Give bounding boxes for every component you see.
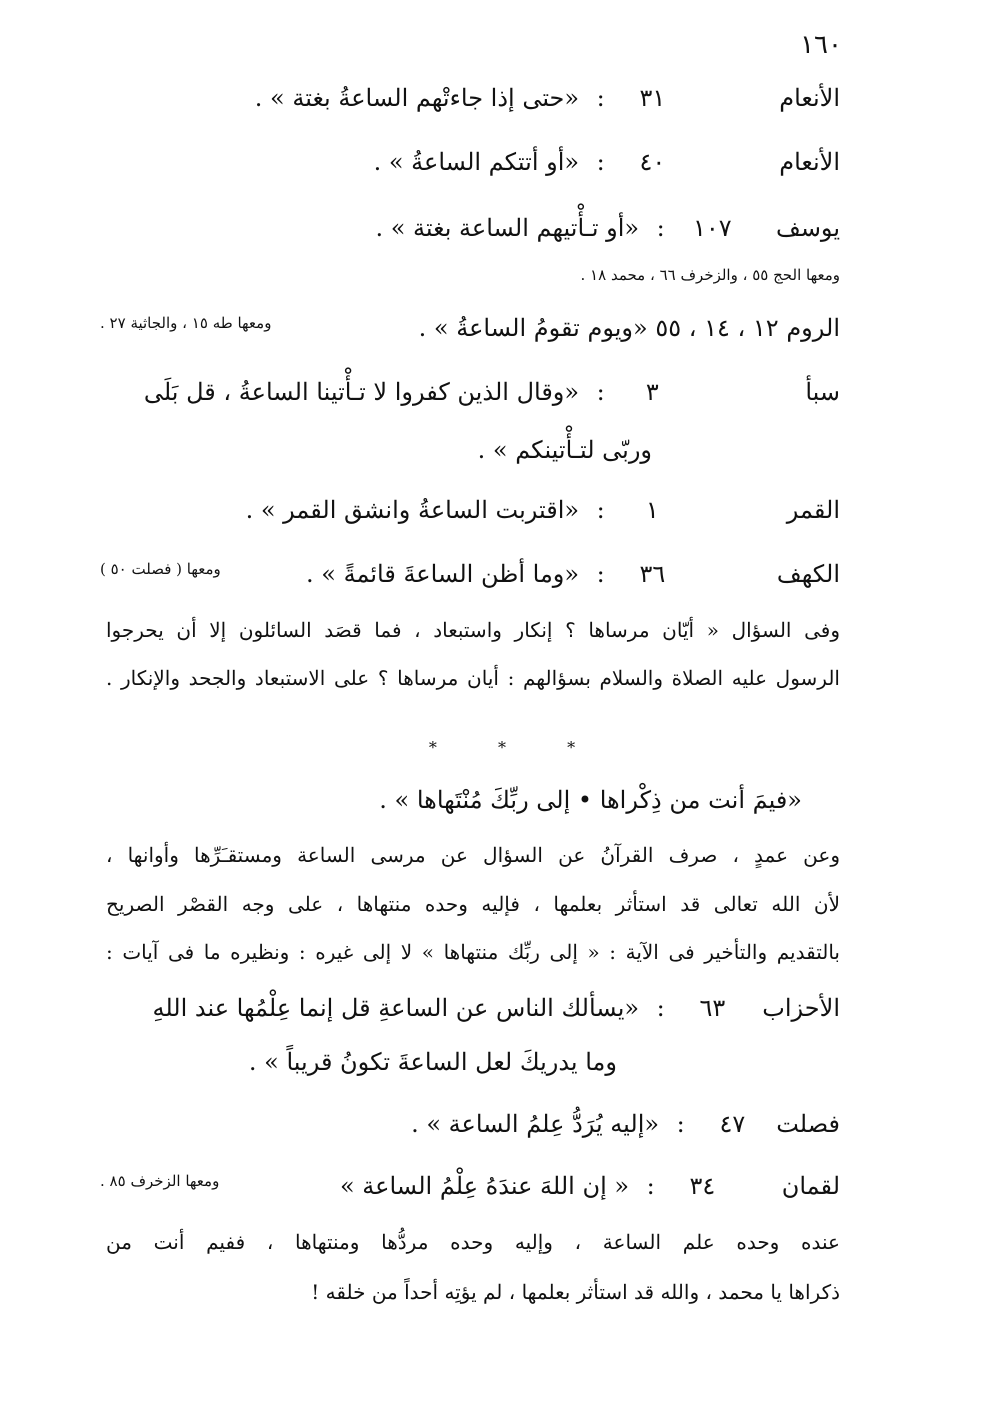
separator: :: [596, 84, 605, 112]
surah-name: القمر: [786, 496, 840, 524]
cross-reference-note: ومعها الحج ٥٥ ، والزخرف ٦٦ ، محمد ١٨ .: [580, 266, 840, 284]
verse-text: «إليه يُرَدُّ عِلمُ الساعة » .: [411, 1110, 660, 1138]
surah-name: الكهف: [776, 560, 840, 588]
verse-number: ١٠٧: [693, 214, 732, 242]
verse-line-kahf-36: [100, 562, 840, 586]
paragraph-line: الرسول عليه الصلاة والسلام بسؤالهم : أيان مرساها ؟ على الاستبعاد والجحد والإنكار .: [106, 666, 840, 690]
verse-line-luqman-34: [100, 1174, 840, 1198]
surah-name: سبأ: [805, 378, 840, 406]
verse-line-fussilat-47: [100, 1112, 840, 1136]
paragraph-line: وفى السؤال « أيّان مرساها ؟ إنكار واستبعاد ، فما قصَد السائلون إلا أن يحرجوا: [106, 618, 840, 642]
verse-text: «وقال الذين كفروا لا تـأْتينا الساعةُ ، قل بَلَى: [143, 378, 580, 406]
verse-line-anam-40: [100, 150, 840, 174]
cross-reference-note: ومعها الزخرف ٨٥ .: [100, 1172, 220, 1190]
verse-number: ٣٦: [639, 560, 666, 588]
page-number: ١٦٠: [800, 30, 842, 60]
verse-number: ٣٤: [689, 1172, 716, 1200]
surah-name: لقمان: [781, 1172, 840, 1200]
surah-name: الأنعام: [779, 84, 840, 112]
verse-number: ٤٧: [719, 1110, 746, 1138]
verse-text: «وما أظن الساعةَ قائمةً » .: [306, 560, 580, 588]
verse-line-saba-3: [100, 380, 840, 404]
paragraph-line: ذكراها يا محمد ، والله قد استأثر بعلمها ، لم يؤتِه أحداً من خلقه !: [311, 1280, 840, 1304]
cross-reference-note: ومعها ( فصلت ٥٠ ): [100, 560, 221, 578]
surah-name: فصلت: [776, 1110, 840, 1138]
paragraph-line: وعن عمدٍ ، صرف القرآنُ عن السؤال عن مرسى الساعة ومستقـَرِّها وأوانها ،: [106, 843, 840, 867]
paragraph-line: لأن الله تعالى قد استأثر بعلمها ، فإليه وحده منتهاها ، على وجه القصْر الصريح: [106, 892, 840, 916]
cross-reference-note: ومعها طه ١٥ ، والجاثية ٢٧ .: [100, 314, 272, 332]
verse-text: «حتى إذا جاءتْهم الساعةُ بغتة » .: [254, 84, 580, 112]
surah-name: الأحزاب: [762, 994, 840, 1022]
verse-line-ahzab-63: [100, 996, 840, 1020]
separator: :: [596, 560, 605, 588]
verse-line-rum: [100, 316, 840, 340]
separator: :: [656, 994, 665, 1022]
verse-number: ٣: [645, 378, 659, 406]
verse-number: ٤٠: [639, 148, 666, 176]
verse-line-yusuf-107: [100, 216, 840, 240]
surah-name: يوسف: [775, 214, 840, 242]
paragraph-line: عنده وحده علم الساعة ، وإليه وحده مردُّها ومنتهاها ، ففيم أنت من: [106, 1230, 840, 1254]
verse-text: «اقتربت الساعةُ وانشق القمر » .: [245, 496, 580, 524]
section-divider: * * *: [428, 738, 604, 757]
verse-number: ٣١: [639, 84, 666, 112]
surah-name: الأنعام: [779, 148, 840, 176]
separator: :: [646, 1172, 655, 1200]
separator: :: [656, 214, 665, 242]
verse-number: ٦٣: [699, 994, 726, 1022]
verse-text: « إن اللهَ عندَهُ عِلْمُ الساعة »: [339, 1172, 630, 1200]
separator: :: [676, 1110, 685, 1138]
separator: :: [596, 148, 605, 176]
verse-line-anam-31: [100, 86, 840, 110]
verse-text: «يسألك الناس عن الساعةِ قل إنما عِلْمُها عند اللهِ: [152, 994, 640, 1022]
verse-continuation: وربّى لتـأْتينكم » .: [477, 436, 652, 464]
verse-text: «أو تـأْتيهم الساعة بغتة » .: [375, 214, 640, 242]
verse-line-qamar-1: [100, 498, 840, 522]
separator: :: [596, 496, 605, 524]
paragraph-line: بالتقديم والتأخير فى الآية : « إلى ربِّك منتهاها » لا إلى غيره : ونظيره ما فى آيات :: [106, 940, 840, 964]
separator: :: [596, 378, 605, 406]
verse-number: ١: [645, 496, 659, 524]
verse-text: الروم ١٢ ، ١٤ ، ٥٥ «ويوم تقومُ الساعةُ » .: [418, 314, 840, 342]
verse-continuation: وما يدريكَ لعل الساعةَ تكونُ قريباً » .: [248, 1048, 617, 1076]
verse-heading: «فيمَ أنت من ذِكْراها • إلى ربِّكَ مُنْتَهاها » .: [379, 786, 802, 814]
verse-text: «أو أتتكم الساعةُ » .: [373, 148, 580, 176]
